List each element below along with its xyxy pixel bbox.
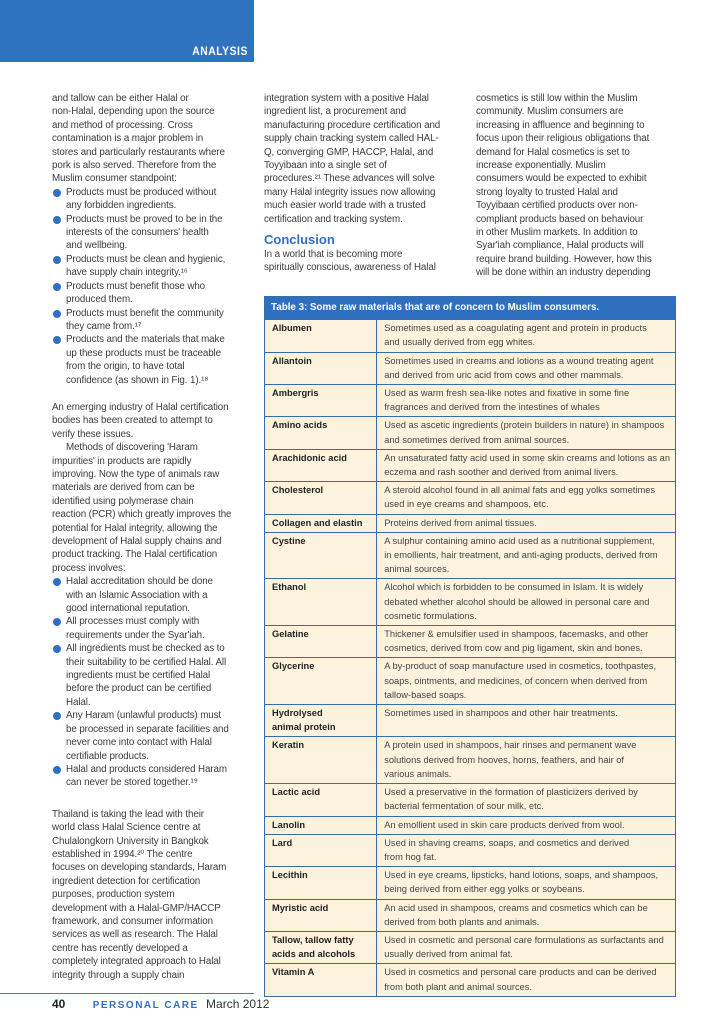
text-line: A steroid alcohol found in all animal fats and egg yolks sometimes [384,485,656,496]
material-description [377,816,676,834]
text-line: Halal. [66,696,91,708]
text-line: ingredient detection for certification [52,875,201,887]
text-line: Thickener & emulsifier used in shampoos, facemasks, and other [384,629,649,640]
material-description [377,417,676,449]
text-line: any forbidden ingredients. [66,200,177,212]
text-line: manufacturing procedure certification and [264,119,441,131]
text-line: debated whether alcohol should be allowed in personal care and [384,596,650,607]
text-line: Q, converging GMP, HACCP, Halal, and [264,146,434,158]
paragraph [52,401,252,441]
material-description [377,784,676,816]
spacer [52,790,252,808]
section-label: ANALYSIS [192,46,248,58]
material-name [265,320,377,352]
material-name [265,867,377,899]
text-line: soaps, ointments, and medicines, of concern when derived from [384,675,648,686]
text-line: from hog fat. [384,851,437,862]
text-line: A protein used in shampoos, hair rinses and permanent wave [384,740,637,751]
text-line: interests of the consumers' health [66,227,209,239]
table-row [265,385,676,417]
bullet-item [52,763,252,790]
text-line: Ethanol [272,582,307,593]
material-description [377,899,676,931]
text-line: services as well as research. The Halal [52,929,218,941]
bullet-icon [53,310,61,318]
material-name [265,705,377,737]
text-line: Products and the materials that make [66,334,225,346]
text-line: Used in cosmetic and personal care formulations as surfactants and [384,934,664,945]
text-line: many Halal integrity issues now allowing [264,186,436,198]
text-line: Hydrolysed [272,708,323,719]
text-line: development with a Halal-GMP/HACCP [52,902,221,914]
bullet-icon [53,618,61,626]
text-line: Used as warm fresh sea-like notes and fixative in some fine [384,388,630,399]
text-line: Vitamin A [272,967,315,978]
text-line: stores and particularly restaurants where [52,146,225,158]
text-line: and wellbeing. [66,240,128,252]
text-line: animal protein [272,722,336,733]
text-line: their suitability to be certified Halal. All [66,656,227,668]
table-row [265,658,676,705]
material-name [265,514,377,532]
text-line: cosmetic formulations. [384,610,477,621]
bullet-icon [53,189,61,197]
text-line: various animals. [384,768,452,779]
text-line: Used in eye creams, lipsticks, hand lotions, soaps, and shampoos, [384,870,659,881]
material-description [377,385,676,417]
material-name [265,482,377,514]
text-line: Keratin [272,740,305,751]
table-row [265,931,676,963]
paragraph [476,92,686,280]
text-line: Used a preservative in the formation of plasticizers derived by [384,787,638,798]
text-line: demand for Halal cosmetics is set to [476,146,630,158]
text-line: being derived from either egg yolks or soybeans. [384,884,585,895]
text-line: in emollients, hair treatment, and anti-aging products, derived from [384,550,658,561]
text-line: much easier world trade with a trusted [264,200,426,212]
text-line: An emerging industry of Halal certification [52,401,229,413]
bullet-item [52,213,252,253]
text-line: will be done within an industry depending [476,267,651,279]
text-line: centre has recently developed a [52,942,188,954]
text-line: and derived from uric acid from cows and other mammals. [384,369,624,380]
bullet-item [52,253,252,280]
text-line: product tracking. The Halal certification [52,549,218,561]
table-row [265,834,676,866]
text-line: ingredients must be certified Halal [66,670,211,682]
table-row [265,482,676,514]
bullet-icon [53,645,61,653]
table-row [265,532,676,579]
section-heading: Conclusion [264,232,335,248]
text-line: compliant products based on behaviour [476,213,644,225]
table-title: Table 3: Some raw materials that are of concern to Muslim consumers. [265,297,676,320]
text-line: Chulalongkorn University in Bangkok [52,835,209,847]
text-line: Lecithin [272,870,308,881]
text-line: Myristic acid [272,902,329,913]
text-line: certification and tracking system. [264,213,403,225]
paragraph [264,248,464,275]
text-line: completely integrated approach to Halal [52,956,221,968]
bullet-item [52,307,252,334]
material-name [265,626,377,658]
issue-date: March 2012 [206,997,270,1011]
text-line: community. Muslim consumers are [476,106,624,118]
text-line: Lard [272,837,293,848]
paragraph [52,92,252,186]
material-description [377,705,676,737]
text-line: An unsaturated fatty acid used in some skin creams and lotions as an [384,452,670,463]
text-line: Albumen [272,323,312,334]
table-row [265,737,676,784]
material-name [265,417,377,449]
text-line: Any Haram (unlawful products) must [66,710,222,722]
text-line: up these products must be traceable [66,347,221,359]
text-line: eczema and rash soother and derived from animal livers. [384,467,619,478]
text-line: from both plant and animal sources. [384,981,533,992]
text-line: cosmetics is still low within the Muslim [476,93,638,104]
bullet-icon [53,712,61,720]
text-line: Products must be produced without [66,186,217,198]
table-body [265,320,676,997]
material-description [377,579,676,626]
table-row [265,784,676,816]
text-line: usually derived from animal fat. [384,949,513,960]
text-line: they came from.¹⁷ [66,320,142,332]
text-line: An acid used in shampoos, creams and cosmetics which can be [384,902,648,913]
text-line: requirements under the Syar'iah. [66,629,205,641]
text-line: derived from both plants and animals. [384,916,540,927]
text-line: Proteins derived from animal tissues. [384,517,537,528]
text-line: Used as ascetic ingredients (protein builders in nature) in shampoos [384,420,665,431]
bullet-icon [53,283,61,291]
footer-divider [0,993,254,994]
text-line: before the product can be certified [66,683,212,695]
text-line: cosmetics, derived from cow and pig ligament, skin and bones. [384,643,643,654]
text-line: Toyyibaan into a single set of [264,160,387,172]
text-line: increasing in affluence and beginning to [476,119,645,131]
text-line: focus upon their religious obligations that [476,133,650,145]
text-line: Tallow, tallow fatty [272,934,354,945]
text-line: Sometimes used in creams and lotions as a wound treating agent [384,355,654,366]
text-line: used in eye creams and shampoos, etc. [384,499,549,510]
text-line: Cystine [272,535,306,546]
text-line: Methods of discovering 'Haram [66,442,198,454]
bullet-item [52,280,252,307]
text-line: Arachidonic acid [272,452,347,463]
bullet-icon [53,216,61,224]
material-description [377,320,676,352]
material-name [265,385,377,417]
text-line: fragrances and derived from the intestines of whales [384,402,600,413]
text-line: Thailand is taking the lead with their [52,808,204,820]
text-line: good international reputation. [66,603,190,615]
bullet-icon [53,256,61,264]
text-line: Sometimes used as a coagulating agent and protein in products [384,323,647,334]
text-line: reaction (PCR) which greatly improves the [52,509,232,521]
text-line: ingredient list, a procurement and [264,106,407,118]
table-row [265,417,676,449]
section-banner [0,0,254,62]
text-line: increase exponentially. Muslim [476,160,606,172]
text-line: in other Muslim markets. In addition to [476,227,638,239]
text-line: potential for Halal integrity, allowing the [52,522,218,534]
text-line: strong loyalty to trusted Halal and [476,186,618,198]
text-line: Products must benefit the community [66,307,224,319]
text-line: animal sources. [384,564,450,575]
bullet-item [52,333,252,387]
text-line: integration system with a positive Halal [264,93,429,104]
text-line: integrity through a supply chain [52,969,185,981]
table-row [265,964,676,996]
material-name [265,658,377,705]
material-description [377,964,676,996]
text-line: Used in shaving creams, soaps, and cosmetics and derived [384,837,630,848]
text-column-1 [52,92,252,982]
text-line: Sometimes used in shampoos and other hair treatments. [384,708,618,719]
text-line: focuses on developing standards, Haram [52,862,227,874]
text-line: and tallow can be either Halal or [52,93,189,104]
text-line: Halal accreditation should be done [66,576,213,588]
text-line: confidence (as shown in Fig. 1).¹⁸ [66,374,209,386]
material-name [265,784,377,816]
material-name [265,931,377,963]
text-line: consumers would be expected to exhibit [476,173,647,185]
table-row [265,579,676,626]
text-line: procedures.²¹ These advances will solve [264,173,435,185]
bullet-icon [53,578,61,586]
text-line: development of Halal supply chains and [52,536,222,547]
text-line: established in 1994.²⁰ The centre [52,848,193,860]
text-line: Gelatine [272,629,309,640]
text-line: Products must be proved to be in the [66,213,223,225]
table-row [265,705,676,737]
text-line: process involves: [52,562,126,574]
text-line: Products must be clean and hygienic, [66,253,226,265]
bullet-item [52,615,252,642]
text-line: have supply chain integrity.¹⁶ [66,267,188,279]
text-line: and usually derived from egg whites. [384,337,536,348]
material-name [265,964,377,996]
text-line: purposes, production system [52,889,175,901]
table-row [265,626,676,658]
text-line: from the origin, to have total [66,361,185,373]
text-line: framework, and consumer information [52,915,213,927]
text-line: Toyyibaan certified products over non- [476,200,638,212]
material-description [377,737,676,784]
material-description [377,482,676,514]
material-description [377,514,676,532]
table-row [265,899,676,931]
material-name [265,834,377,866]
text-line: non-Halal, depending upon the source [52,106,215,118]
text-line: impurities' in products are rapidly [52,455,192,467]
table-row [265,320,676,352]
material-description [377,626,676,658]
bullet-icon [53,336,61,344]
text-line: bacterial fermentation of sour milk, etc. [384,801,544,812]
bullet-item [52,575,252,615]
text-line: Lactic acid [272,787,321,798]
page-footer [52,997,269,1011]
material-description [377,532,676,579]
paragraph [264,92,464,226]
raw-materials-table [264,296,676,997]
page-number: 40 [52,997,66,1011]
material-name [265,899,377,931]
text-line: with an Islamic Association with a [66,589,208,601]
text-line: A by-product of soap manufacture used in cosmetics, toothpastes, [384,661,657,672]
text-line: Cholesterol [272,485,324,496]
material-name [265,532,377,579]
bullet-item [52,709,252,763]
magazine-name: PERSONAL CARE [92,1000,199,1011]
text-line: All processes must comply with [66,616,200,628]
text-line: never come into contact with Halal [66,737,212,749]
material-description [377,449,676,481]
text-line: improving. Now the type of animals raw [52,468,220,480]
spacer [52,387,252,401]
text-line: require brand building. However, how this [476,253,652,265]
paragraph [52,808,252,982]
text-line: Ambergris [272,388,319,399]
text-column-2 [264,92,464,275]
table-row [265,867,676,899]
material-description [377,658,676,705]
material-name [265,816,377,834]
text-line: Products must benefit those who [66,280,206,292]
text-line: certifiable products. [66,750,149,762]
text-line: Collagen and elastin [272,517,363,528]
bullet-item [52,642,252,709]
material-description [377,834,676,866]
table-row [265,449,676,481]
table-row [265,352,676,384]
text-line: tallow-based soaps. [384,689,467,700]
text-line: pork is also served. Therefore from the [52,160,217,172]
text-line: spiritually conscious, awareness of Halal [264,262,436,274]
material-name [265,579,377,626]
text-line: contamination is a major problem in [52,133,204,145]
text-line: solutions derived from hooves, horns, feathers, and hair of [384,754,625,765]
material-name [265,449,377,481]
material-name [265,737,377,784]
text-line: Used in cosmetics and personal care products and can be derived [384,967,657,978]
text-line: can never be stored together.¹⁹ [66,777,198,789]
material-description [377,867,676,899]
text-line: acids and alcohols [272,949,356,960]
text-line: be processed in separate facilities and [66,723,229,735]
text-column-3 [476,92,686,280]
text-line: In a world that is becoming more [264,249,403,261]
text-line: An emollient used in skin care products derived from wool. [384,819,625,830]
text-line: Amino acids [272,420,328,431]
text-line: Syar'iah compliance, Halal products will [476,240,644,252]
text-line: Alcohol which is forbidden to be consumed in Islam. It is widely [384,582,644,593]
material-name [265,352,377,384]
text-line: supply chain tracking system called HAL- [264,133,439,145]
text-line: Halal and products considered Haram [66,763,227,775]
table-row [265,514,676,532]
paragraph [52,441,252,575]
text-line: All ingredients must be checked as to [66,643,225,655]
bullet-icon [53,766,61,774]
material-description [377,931,676,963]
text-line: world class Halal Science centre at [52,822,201,834]
text-line: verify these issues. [52,428,134,440]
text-line: Glycerine [272,661,315,672]
text-line: Allantoin [272,355,312,366]
text-line: materials are derived from can be [52,482,195,494]
text-line: Muslim consumer standpoint: [52,173,177,185]
text-line: and method of processing. Cross [52,119,193,131]
text-line: A sulphur containing amino acid used as a nutritional supplement, [384,535,655,546]
text-line: bodies has been created to attempt to [52,415,213,427]
text-line: and sometimes derived from animal sources. [384,434,570,445]
text-line: Lanolin [272,819,306,830]
text-line: identified using polymerase chain [52,495,194,507]
bullet-item [52,186,252,213]
table-row [265,816,676,834]
material-description [377,352,676,384]
text-line: produced them. [66,294,133,306]
